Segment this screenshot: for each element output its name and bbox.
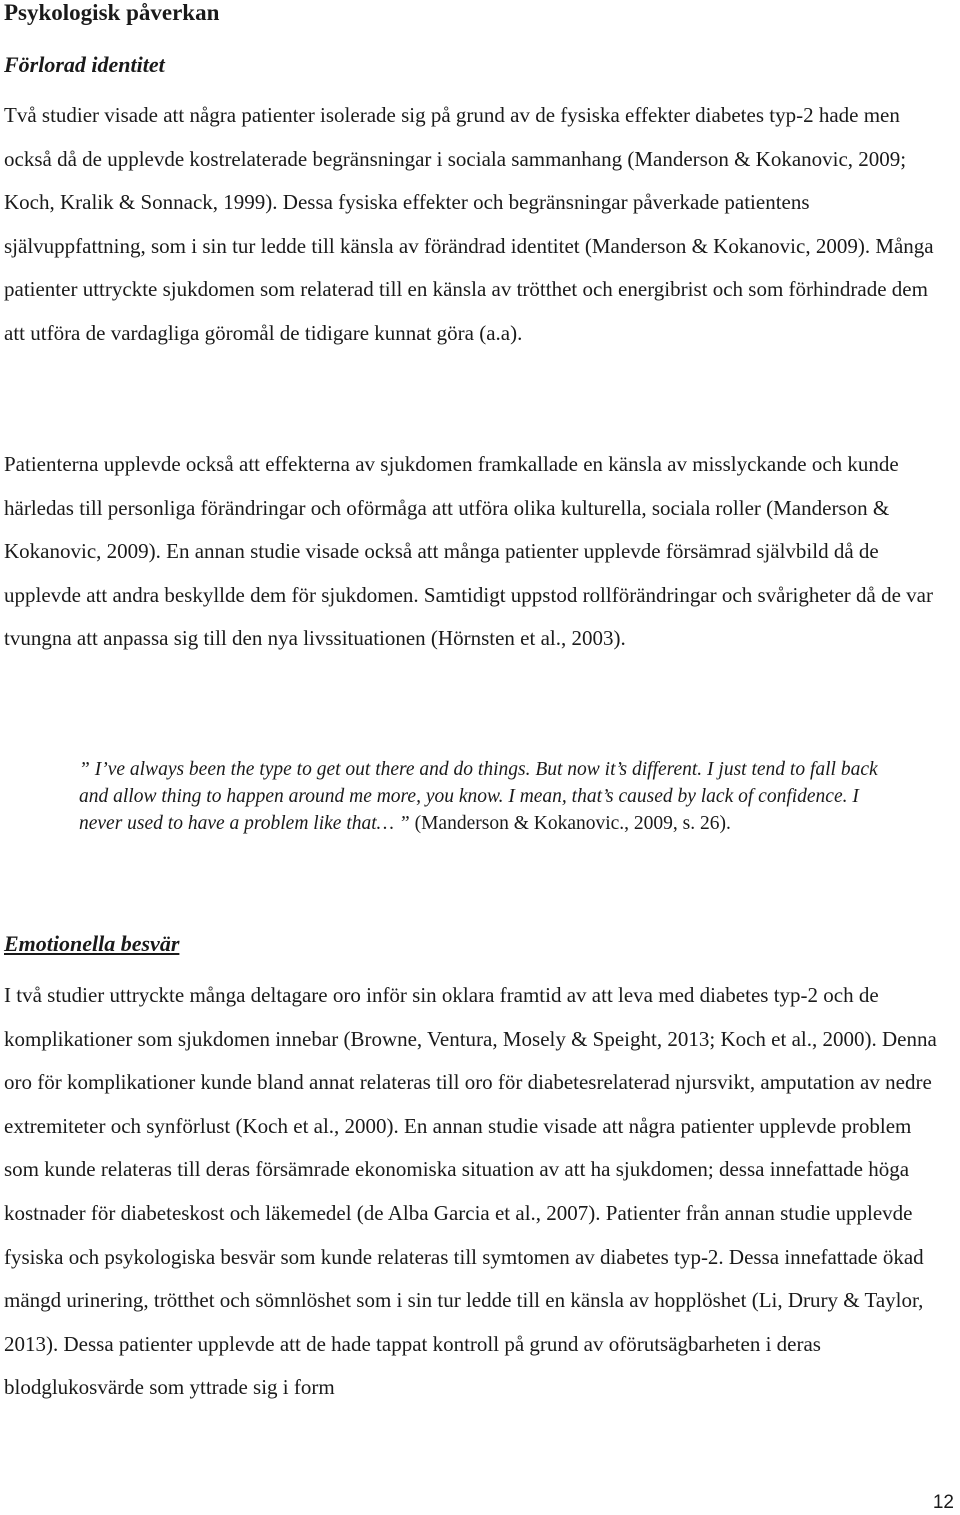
paragraph: Två studier visade att några patienter isolerade sig på grund av de fysiska effekter diabetes typ-2 hade men också då de upplevde kostrelaterade begränsningar i sociala sammanhang (Manderson & Kokanovic, 2009; Koch, Kralik & Sonnack, 1999). Dessa fysiska effekter och begränsningar påverkade patientens självuppfattning, som i sin tur ledde till känsla av förändrad identitet (Manderson & Kokanovic, 2009). Många patienter uttryckte sjukdomen som relaterad till en känsla av trötthet och energibrist och som förhindrade dem att utföra de vardagliga göromål de tidigare kunnat göra (a.a). [4,103,934,345]
section-title: Psykologisk påverkan [4,0,220,25]
paragraph: I två studier uttryckte många deltagare oro inför sin oklara framtid av att leva med diabetes typ-2 och de komplikationer som sjukdomen innebar (Browne, Ventura, Mosely & Speight, 2013; Koch et al., 2000). Denna oro för komplikationer kunde bland annat relateras till oro för diabetesrelaterad njursvikt, amputation av nedre extremiteter och synförlust (Koch et al., 2000). En annan studie visade att några patienter upplevde problem som kunde relateras till deras försämrade ekonomiska situation av att ha sjukdomen; dessa innefattade höga kostnader för diabeteskost och läkemedel (de Alba Garcia et al., 2007). Patienter från annan studie upplevde fysiska och psykologiska besvär som kunde relateras till symtomen av diabetes typ-2. Dessa innefattade ökad mängd urinering, trötthet och sömnlöshet som i sin tur ledde till en känsla av hopplöshet (Li, Drury & Taylor, 2013). Dessa patienter upplevde att de hade tappat kontroll på grund av oförutsägbarheten i deras blodglukosvärde som yttrade sig i form [4,983,937,1400]
quote-citation: (Manderson & Kokanovic., 2009, s. 26). [409,813,731,834]
subsection-title-emotionella-besvar: Emotionella besvär [4,931,180,956]
quote-text: ” I’ve always been the type to get out there and do things. But now it’s different. I just tend to fall back and allow thing to happen around me more, you know. I mean, that’s caused by lack of confidence. I never used to have a problem like that… ” [79,759,878,834]
subsection-title-forlorad-identitet: Förlorad identitet [4,52,165,77]
paragraph: Patienterna upplevde också att effekterna av sjukdomen framkallade en känsla av misslyckande och kunde härledas till personliga förändringar och oförmåga att utföra olika kulturella, sociala roller (Manderson & Kokanovic, 2009). En annan studie visade också att många patienter upplevde försämrad självbild då de upplevde att andra beskyllde dem för sjukdomen. Samtidigt uppstod rollförändringar och svårigheter då de var tvungna att anpassa sig till den nya livssituationen (Hörnsten et al., 2003). [4,452,933,651]
block-quote [79,756,891,837]
page-number: 12 [932,1492,954,1513]
